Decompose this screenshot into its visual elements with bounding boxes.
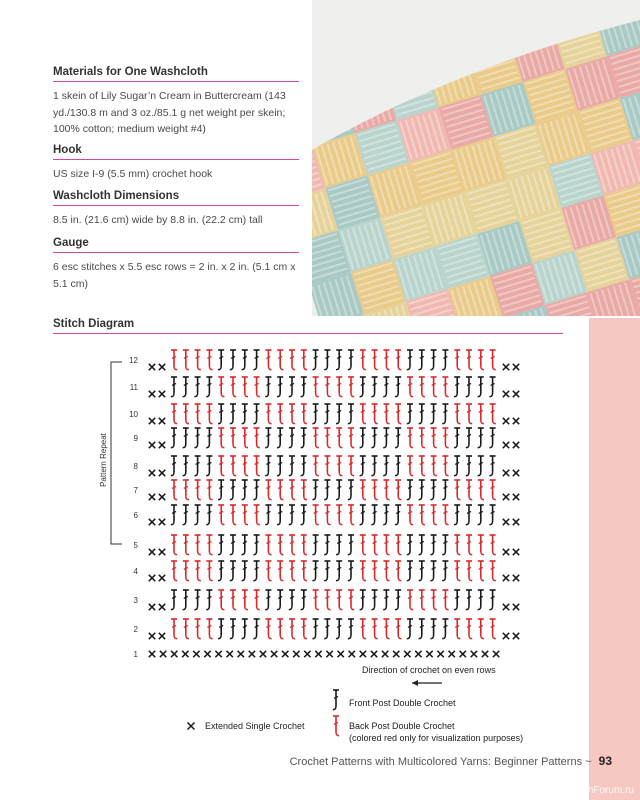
dimensions-body: 8.5 in. (21.6 cm) wide by 8.8 in. (22.2 cm) tall [53, 214, 263, 226]
materials-section [53, 66, 299, 138]
stitch-row-1 [149, 651, 500, 657]
row-number-labels [129, 356, 138, 659]
stitch-row-5 [149, 535, 519, 555]
decorative-pink-band [589, 318, 640, 800]
hook-section [53, 144, 299, 183]
page-number: 93 [598, 754, 612, 768]
washcloth-photo [312, 0, 640, 316]
stitch-diagram [0, 340, 589, 750]
gauge-body: 6 esc stitches x 5.5 esc rows = 2 in. x 2 in. (5.1 cm x 5.1 cm) [53, 261, 296, 290]
row-label-12: 12 [129, 356, 138, 365]
page-footer [290, 754, 612, 768]
fpdc-legend-icon [333, 690, 339, 710]
stitch-row-8 [149, 456, 519, 476]
row-label-3: 3 [133, 596, 138, 605]
gauge-section [53, 237, 299, 292]
pattern-repeat-label: Pattern Repeat [99, 433, 108, 487]
pattern-repeat-bracket [99, 362, 122, 544]
footer-separator: ~ [585, 756, 592, 768]
stitch-row-2 [149, 619, 519, 639]
row-label-4: 4 [133, 567, 138, 576]
materials-title: Materials for One Washcloth [53, 66, 299, 82]
footer-book-title: Crochet Patterns with Multicolored Yarns: Beginner Patterns [289, 756, 583, 768]
stitch-row-12 [149, 350, 519, 370]
diagram-legend [188, 690, 524, 743]
row-label-6: 6 [133, 511, 138, 520]
row-label-8: 8 [133, 462, 138, 471]
watermark: PassionForum.ru [557, 785, 634, 796]
stitch-row-10 [149, 404, 519, 424]
stitch-diagram-title: Stitch Diagram [53, 318, 563, 334]
row-label-10: 10 [129, 410, 138, 419]
hook-title: Hook [53, 144, 299, 160]
row-label-9: 9 [133, 434, 138, 443]
dimensions-section [53, 190, 299, 229]
direction-label: Direction of crochet on even rows [362, 665, 496, 675]
materials-body: 1 skein of Lily Sugar’n Cream in Buttercream (143 yd./130.8 m and 3 oz./85.1 g net weight per skein; 100% cotton; medium weight #4) [53, 90, 286, 135]
stitch-row-6 [149, 505, 519, 525]
bpdc-legend-icon [333, 716, 339, 736]
esc-legend-icon [188, 723, 195, 730]
bpdc-legend-label: Back Post Double Crochet [349, 721, 455, 731]
direction-indicator [362, 665, 496, 686]
row-label-11: 11 [129, 383, 138, 392]
gauge-title: Gauge [53, 237, 299, 253]
row-label-7: 7 [133, 486, 138, 495]
row-label-5: 5 [133, 541, 138, 550]
bpdc-legend-note: (colored red only for visualization purposes) [349, 733, 524, 743]
hook-body: US size I-9 (5.5 mm) crochet hook [53, 168, 213, 180]
stitch-grid [149, 350, 519, 657]
stitch-row-7 [149, 480, 519, 500]
esc-legend-label: Extended Single Crochet [205, 721, 305, 731]
dimensions-title: Washcloth Dimensions [53, 190, 299, 206]
row-label-2: 2 [133, 625, 138, 634]
row-label-1: 1 [133, 650, 138, 659]
fpdc-legend-label: Front Post Double Crochet [349, 698, 456, 708]
stitch-row-4 [149, 561, 519, 581]
stitch-row-11 [149, 377, 519, 397]
washcloth-photo-image [312, 0, 640, 316]
stitch-row-9 [149, 428, 519, 448]
stitch-row-3 [149, 590, 519, 610]
